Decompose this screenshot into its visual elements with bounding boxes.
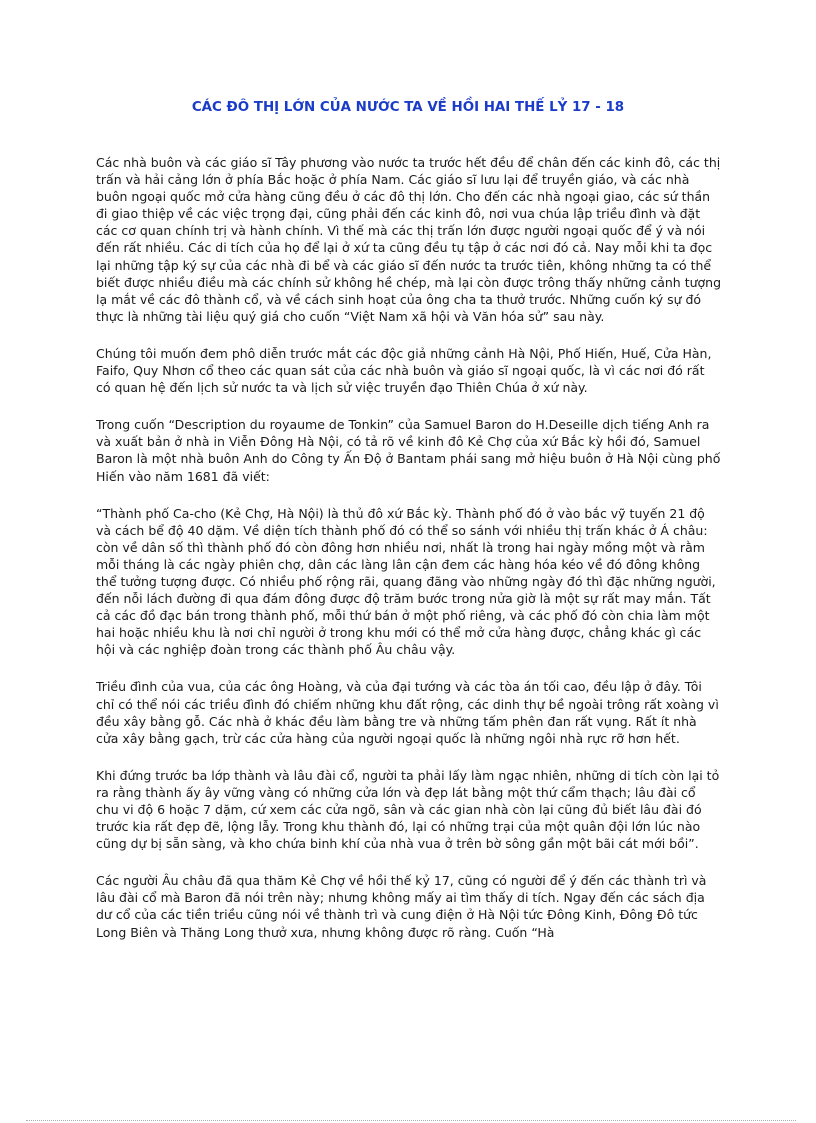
document-body xyxy=(96,154,722,961)
paragraph: Trong cuốn “Description du royaume de Tonkin” của Samuel Baron do H.Deseille dịch tiếng Anh ra và xuất bản ở nhà in Viễn Đông Hà Nội, có tả rõ về kinh đô Kẻ Chợ của xứ Bắc kỳ hồi đó, Samuel Baron là một nhà buôn Anh do Công ty Ấn Độ ở Bantam phái sang mở hiệu buôn ở Hà Nội cùng phố Hiến vào năm 1681 đã viết: xyxy=(96,417,721,484)
page-bottom-divider xyxy=(26,1120,796,1121)
paragraph: Các nhà buôn và các giáo sĩ Tây phương vào nước ta trước hết đều để chân đến các kinh đô, các thị trấn và hải cảng lớn ở phía Bắc hoặc ở phía Nam. Các giáo sĩ lưu lại để truyền giáo, và các nhà buôn ngoại quốc mở cửa hàng cũng đều ở các đô thị lớn. Cho đến các nhà ngoại giao, các sứ thần đi giao thiệp về các việc trọng đại, cũng phải đến các kinh đô, nơi vua chúa lập triều đình và đặt các cơ quan chính trị và hành chính. Vì thế mà các thị trấn lớn được người ngoại quốc để ý và nói đến rất nhiều. Các di tích của họ để lại ở xứ ta cũng đều tụ tập ở các nơi đó cả. Nay mỗi khi ta đọc lại những tập ký sự của các nhà đi bể và các giáo sĩ đến nước ta trước tiên, không những ta có thể biết được nhiều điều mà các chính sử không hề chép, mà lại còn được trông thấy những cảnh tượng lạ mắt về các đô thành cổ, và về cách sinh hoạt của ông cha ta thưở trước. Những cuốn ký sự đó thực là những tài liệu quý giá cho cuốn “Việt Nam xã hội và Văn hóa sử” sau này. xyxy=(96,155,722,324)
paragraph: Khi đứng trước ba lớp thành và lâu đài cổ, người ta phải lấy làm ngạc nhiên, những di tích còn lại tỏ ra rằng thành ấy ây vững vàng có những cửa lớn và đẹp lát bằng một thứ cẩm thạch; lâu đài cổ chu vi độ 6 hoặc 7 dặm, cứ xem các cửa ngõ, sân và các gian nhà còn lại cũng đủ biết lâu đài đó trước kia rất đẹp đẽ, lộng lẫy. Trong khu thành đó, lại có những trại của một quân đội lớn lúc nào cũng dự bị sẵn sàng, và kho chứa binh khí của nhà vua ở trên bờ sông gần một bãi cát mới bồi”. xyxy=(96,767,720,852)
paragraph: Triều đình của vua, của các ông Hoàng, và của đại tướng và các tòa án tối cao, đều lập ở đây. Tôi chỉ có thể nói các triều đình đó chiếm những khu đất rộng, các dinh thự bề ngoài trông rất xoàng vì đều xây bằng gỗ. Các nhà ở khác đều làm bằng tre và những tấm phên đan rất vụng. Rất ít nhà cửa xây bằng gạch, trừ các cửa hàng của người ngoại quốc là những ngôi nhà rực rỡ hơn hết. xyxy=(96,679,719,746)
paragraph: Chúng tôi muốn đem phô diễn trước mắt các độc giả những cảnh Hà Nội, Phố Hiến, Huế, Cửa Hàn, Faifo, Quy Nhơn cổ theo các quan sát của các nhà buôn và giáo sĩ ngoại quốc, là vì các nơi đó rất có quan hệ đến lịch sử nước ta và lịch sử việc truyền đạo Thiên Chúa ở xứ này. xyxy=(96,345,712,396)
document-title: CÁC ĐÔ THỊ LỚN CỦA NƯỚC TA VỀ HỒI HAI THẾ LỶ 17 - 18 xyxy=(191,100,625,115)
paragraph: “Thành phố Ca-cho (Kẻ Chợ, Hà Nội) là thủ đô xứ Bắc kỳ. Thành phố đó ở vào bắc vỹ tuyến 21 độ và cách bể độ 40 dặm. Về diện tích thành phố đó có thể so sánh với nhiều thị trấn khác ở Á châu: còn về dân số thì thành phố đó còn đông hơn nhiều nơi, nhất là trong hai ngày mồng một và rằm mỗi tháng là các ngày phiên chợ, dân các làng lân cận đem các hàng hóa kéo về đó đông không thể tưởng tượng được. Có nhiều phố rộng rãi, quang đãng vào những ngày đó thì đặc những người, đến nỗi lách đường đi qua đám đông được độ trăm bước trong nửa giờ là một sự rất may mắn. Tất cả các đồ đạc bán trong thành phố, mỗi thứ bán ở một phố riêng, và các phố đó còn chia làm một hai hoặc nhiều khu là nơi chỉ người ở trong khu mới có thể mở cửa hàng được, chẳng khác gì các hội và các nghiệp đoàn trong các thành phố Âu châu vậy. xyxy=(96,505,716,658)
paragraph: Các người Âu châu đã qua thăm Kẻ Chợ về hồi thế kỷ 17, cũng có người để ý đến các thành trì và lâu đài cổ mà Baron đã nói trên này; nhưng không mấy ai tìm thấy di tích. Ngay đến các sách địa dư cổ của các tiền triều cũng nói về thành trì và cung điện ở Hà Nội tức Đông Kinh, Đông Đô tức Long Biên và Thăng Long thưở xưa, nhưng không được rõ ràng. Cuốn “Hà xyxy=(96,873,707,940)
